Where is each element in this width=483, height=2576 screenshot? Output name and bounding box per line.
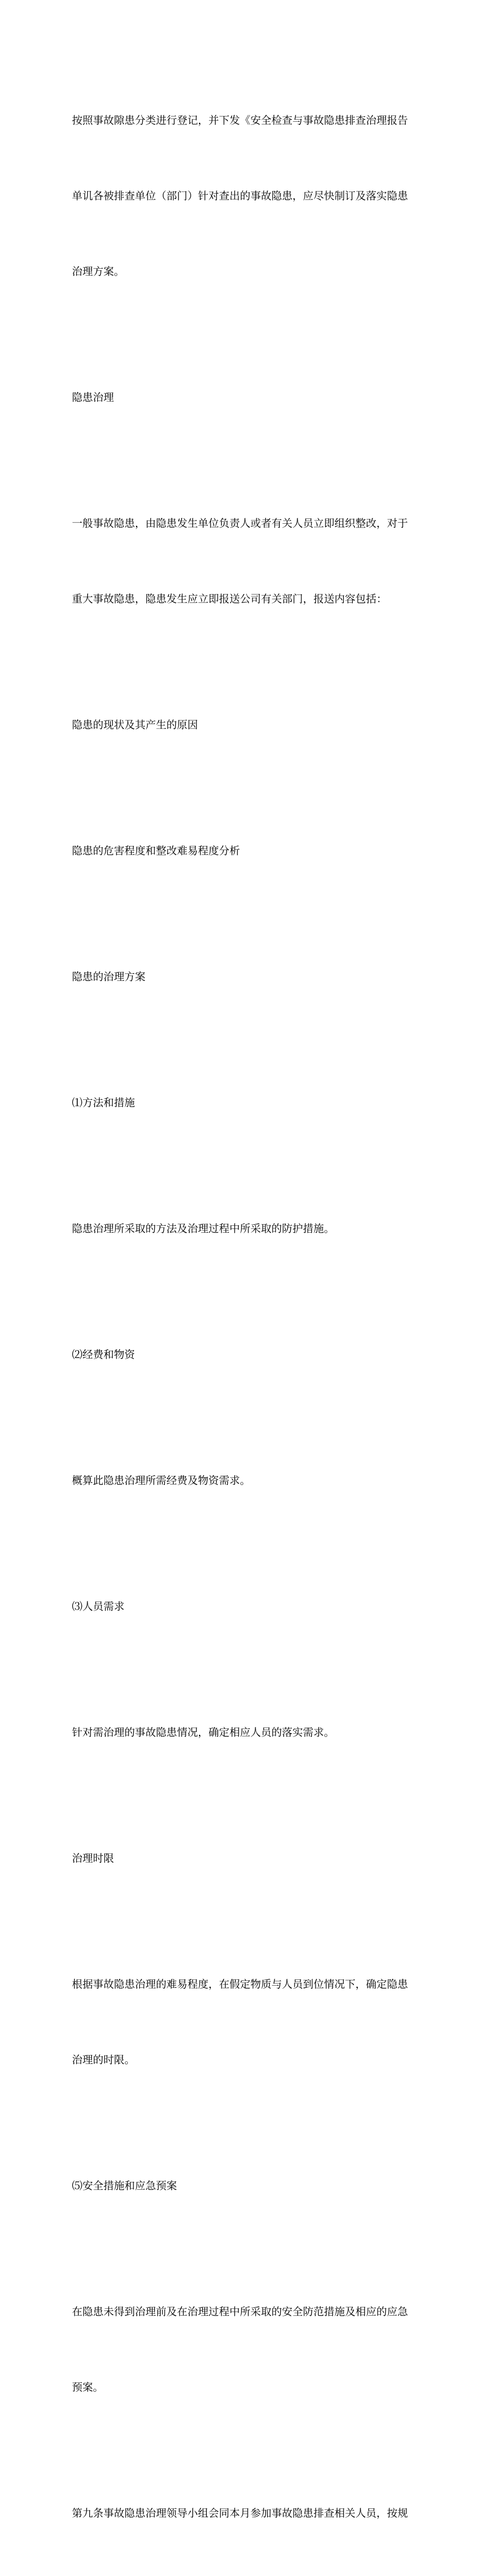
item-hazard-plan xyxy=(72,914,413,1040)
text-line: 单讥各被排查单位（部门）针对查出的事故隐患，应尽快制订及落实隐患 xyxy=(72,189,408,202)
text-line: 隐患的现状及其产生的原因 xyxy=(72,718,198,731)
subheading-funds xyxy=(72,1291,413,1417)
text-line: 根据事故隐患治理的难易程度，在假定物质与人员到位情况下，确定隐患 xyxy=(72,1978,408,1990)
paragraph-safety-measures xyxy=(72,2249,413,2450)
text-line: 隐患治理所采取的方法及治理过程中所采取的防护措施。 xyxy=(72,1222,334,1235)
subheading-methods xyxy=(72,1040,413,1165)
heading-hazard-governance xyxy=(72,334,413,460)
paragraph-methods xyxy=(72,1165,413,1291)
paragraph-personnel xyxy=(72,1669,413,1795)
text-line: 治理的时限。 xyxy=(72,2053,135,2066)
item-hazard-severity xyxy=(72,788,413,914)
text-line: 针对需治理的事故隐患情况，确定相应人员的落实需求。 xyxy=(72,1726,334,1738)
text-line: 隐患的危害程度和整改难易程度分析 xyxy=(72,844,240,857)
text-line: ⑴方法和措施 xyxy=(72,1096,135,1109)
paragraph-article-nine xyxy=(72,2450,413,2576)
document-body xyxy=(72,57,413,2576)
text-line: 治理方案。 xyxy=(72,265,124,278)
text-line: 按照事故隙患分类进行登记，并下发《安全检查与事故隐患排查治理报告 xyxy=(72,114,408,126)
subheading-personnel xyxy=(72,1543,413,1669)
text-line: 治理时限 xyxy=(72,1852,114,1864)
paragraph-funds xyxy=(72,1417,413,1543)
text-line: 一般事故隐患，由隐患发生单位负责人或者有关人员立即组织整改，对于 xyxy=(72,517,408,529)
paragraph-registration xyxy=(72,57,413,334)
text-line: 预案。 xyxy=(72,2381,103,2393)
paragraph-time-limit xyxy=(72,1921,413,2123)
subheading-safety-measures xyxy=(72,2123,413,2249)
text-line: 概算此隐患治理所需经费及物资需求。 xyxy=(72,1474,250,1487)
text-line: ⑸安全措施和应急预案 xyxy=(72,2179,177,2192)
paragraph-general-hazard xyxy=(72,460,413,662)
text-line: 隐患治理 xyxy=(72,391,114,404)
text-line: 隐患的治理方案 xyxy=(72,970,145,983)
item-hazard-status xyxy=(72,662,413,788)
text-line: 第九条事故隐患治理领导小组会同本月参加事故隐患排查相关人员，按规 xyxy=(72,2507,408,2519)
text-line: 重大事故隐患，隐患发生应立即报送公司有关部门，报送内容包括： xyxy=(72,592,387,605)
text-line: ⑶人员需求 xyxy=(72,1600,124,1613)
text-line: 在隐患未得到治理前及在治理过程中所采取的安全防范措施及相应的应急 xyxy=(72,2305,408,2318)
text-line: ⑵经费和物资 xyxy=(72,1348,135,1361)
subheading-time-limit xyxy=(72,1795,413,1921)
